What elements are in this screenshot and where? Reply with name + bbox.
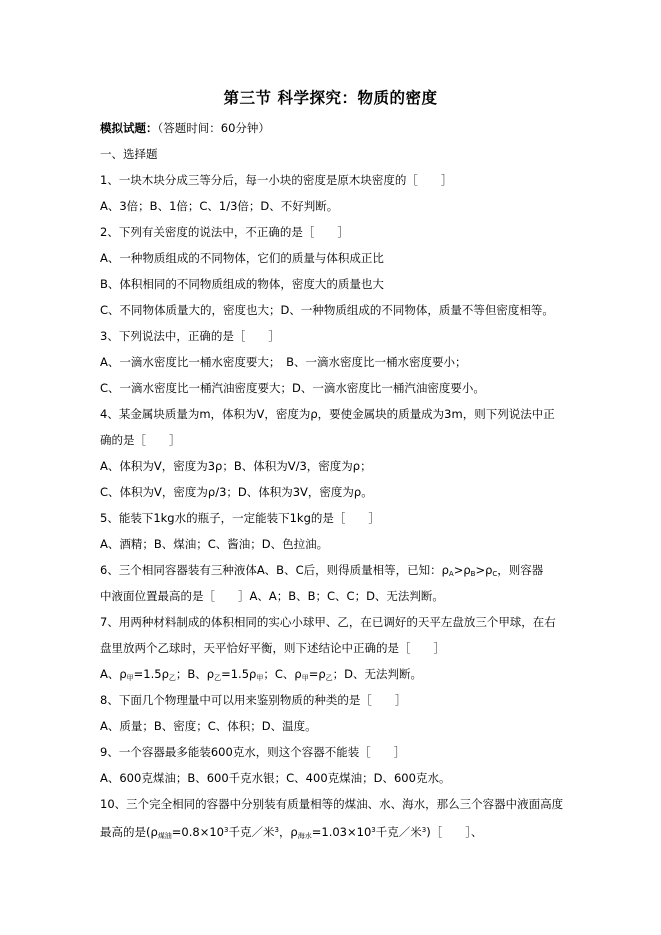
q2-option-cd: C、不同物体质量大的，密度也大；D、一种物质组成的不同物体，质量不等但密度相等。 [100, 303, 554, 317]
q8-options: A、质量；B、密度；C、体积；D、温度。 [100, 719, 317, 733]
subscript-a: A [448, 570, 454, 578]
q7-text-line1: 7、用两种材料制成的体积相同的实心小球甲、乙，在已调好的天平左盘放三个甲球，在右 [100, 615, 556, 629]
exam-header [100, 120, 270, 136]
q1-text: 1、一块木块分成三等分后，每一小块的密度是原木块密度的［ ］ [100, 173, 453, 187]
q9-options: A、600克煤油；B、600千克水银；C、400克煤油；D、600克水。 [100, 771, 451, 785]
q7-options: A、$\rho_甲=1.5\rho_乙$；B、$\rho_乙=1.5\rho_甲$；C、$\rho_甲=\rho_乙$；D、无法判断。 [100, 667, 422, 682]
q6-text-line1: 6、三个相同容器装有三种液体A、B、C后，则得质量相等，已知：$\rho_A>\rho_B>\rho_C$，则容器 [100, 563, 544, 578]
q1-options: A、3倍；B、1倍；C、1/3倍；D、不好判断。 [100, 199, 339, 213]
page-title: 第三节 科学探究：物质的密度 [223, 89, 438, 107]
exam-time: （答题时间：60分钟） [157, 121, 270, 135]
subscript-b: B [470, 570, 476, 578]
q5-options: A、酒精；B、煤油；C、酱油；D、色拉油。 [100, 537, 329, 551]
exam-label: 模拟试题： [100, 121, 158, 135]
q2-option-b: B、体积相同的不同物质组成的物体，密度大的质量也大 [100, 277, 384, 291]
q4-option-ab: A、体积为V，密度为3ρ；B、体积为V/3，密度为ρ； [100, 459, 372, 473]
subscript-c: C [492, 570, 498, 578]
subscript-seawater: 海水 [297, 832, 312, 840]
section-title: 一、选择题 [100, 147, 158, 161]
q4-text-line1: 4、某金属块质量为m，体积为V，密度为ρ，要使金属块的质量成为3m，则下列说法中正 [100, 407, 555, 421]
subscript-kerosene: 煤油 [157, 832, 172, 840]
q8-text: 8、下面几个物理量中可以用来鉴别物质的种类的是［ ］ [100, 693, 407, 707]
q2-option-a: A、一种物质组成的不同物体，它们的质量与体积成正比 [100, 251, 384, 265]
q3-text: 3、下列说法中，正确的是［ ］ [100, 329, 280, 343]
q4-text-line2: 确的是［ ］ [100, 433, 181, 447]
q9-text: 9、一个容器最多能装600克水，则这个容器不能装［ ］ [100, 745, 406, 759]
q10-text-line1: 10、三个完全相同的容器中分别装有质量相等的煤油、水、海水，那么三个容器中液面高度 [100, 797, 564, 811]
q3-option-cd: C、一滴水密度比一桶汽油密度要大；D、一滴水密度比一桶汽油密度要小。 [100, 381, 485, 395]
q7-text-line2: 盘里放两个乙球时，天平恰好平衡，则下述结论中正确的是［ ］ [100, 641, 445, 655]
q5-text: 5、能装下1kg水的瓶子，一定能装下1kg的是［ ］ [100, 511, 380, 525]
q2-text: 2、下列有关密度的说法中，不正确的是［ ］ [100, 225, 349, 239]
q10-text-line2: 最高的是($\rho_{煤油}=0.8\times 10^3$千克／米$^3$，$\rho_{海水}=1.03\times 10^3$千克／米$^3$)［ ］、 [100, 825, 483, 840]
q4-option-cd: C、体积为V，密度为ρ/3；D、体积为3V，密度为ρ。 [100, 485, 373, 499]
q6-text-line2: 中液面位置最高的是［ ］A、A；B、B；C、C；D、无法判断。 [100, 589, 444, 603]
q3-option-ab: A、一滴水密度比一桶水密度要大； B、一滴水密度比一桶水密度要小； [100, 355, 467, 369]
